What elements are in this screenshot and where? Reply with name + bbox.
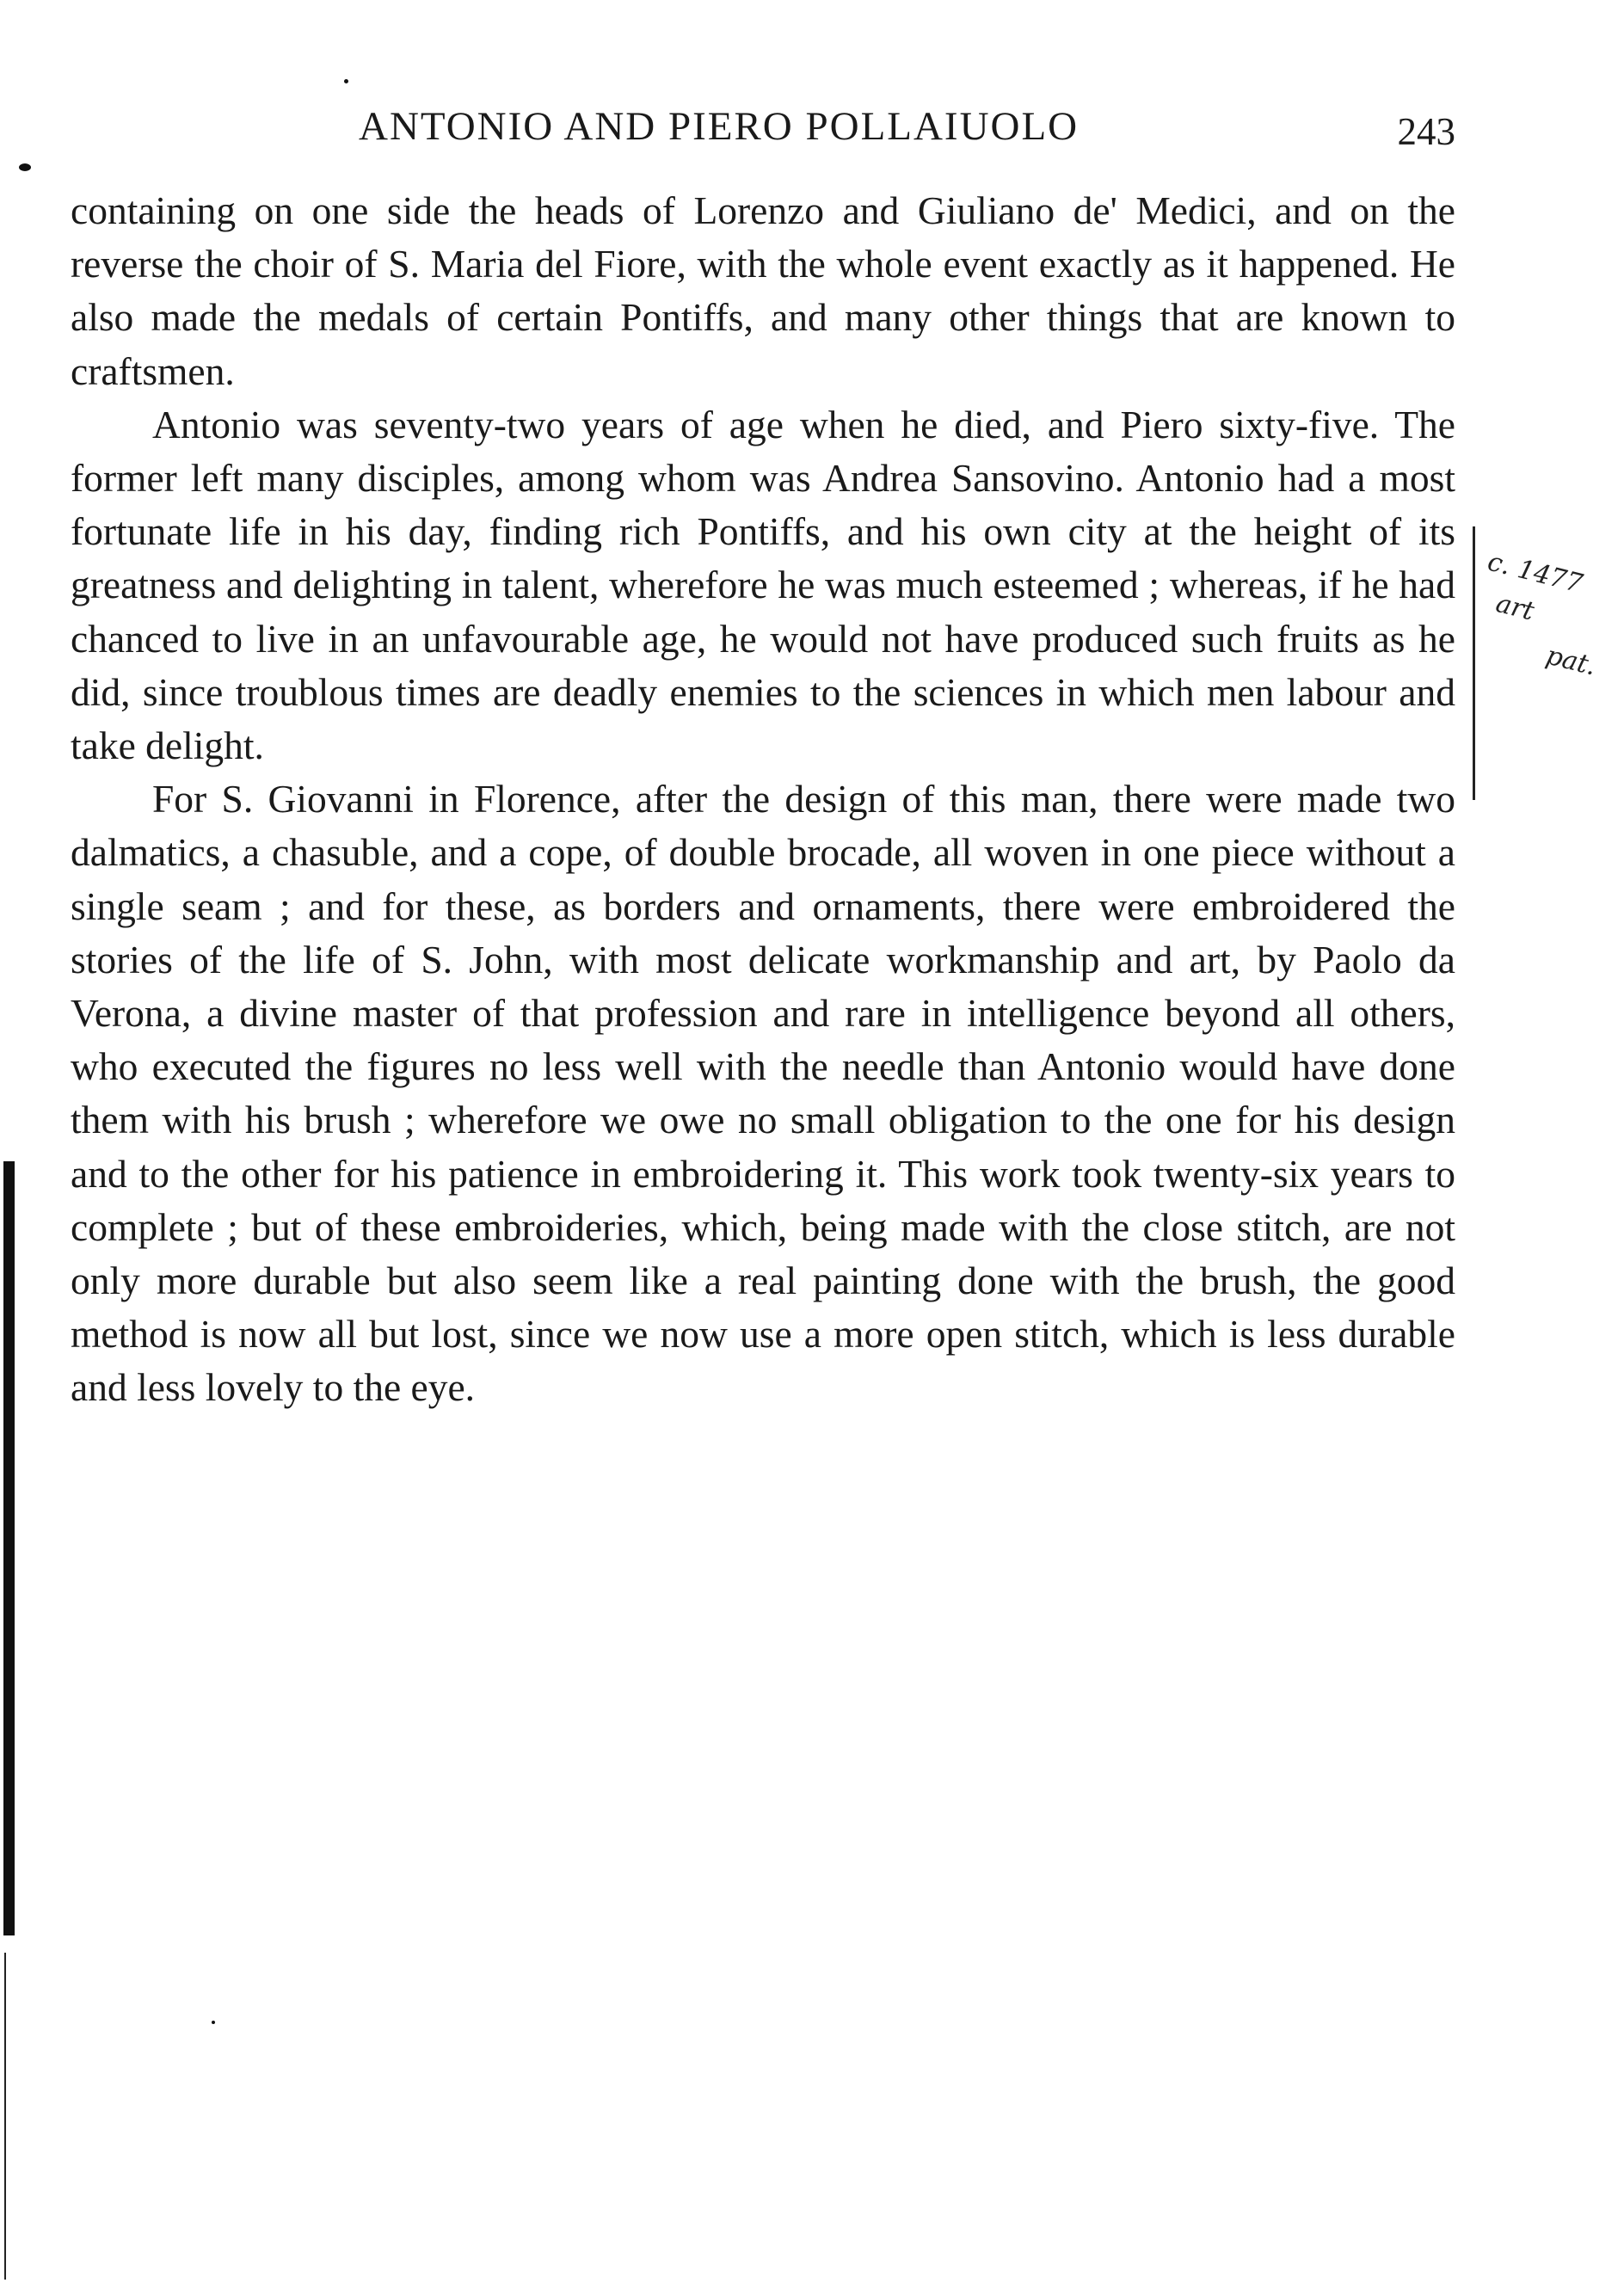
body-text [71,184,1455,1415]
paragraph-1: containing on one side the heads of Lorenzo and Giuliano de' Medici, and on the reverse the choir of S. Maria del Fiore, with the whole event exactly as it happened. He also made the medals of certain Pontiffs, and many other things that are known to craftsmen. [71,188,1455,393]
margin-note-line-2: art [1492,588,1538,627]
margin-note-line-1: c. 1477 [1484,546,1586,600]
paragraph-3: For S. Giovanni in Florence, after the design of this man, there were made two dalmatics, a chasuble, and a cope, of double brocade, all woven in one piece without a single seam ; and for these, as borders and ornaments, there were embroidered the stories of the life of S. John, with most delicate workmanship and art, by Paolo da Verona, a divine master of that profession and rare in intelligence beyond all others, who executed the figures no less well with the needle than Antonio would have done them with his brush ; wherefore we owe no small obligation to the one for his design and to the other for his patience in embroidering it. This work took twenty-six years to complete ; but of these embroideries, which, being made with the close stitch, are not only more durable but also seem like a real painting done with the brush, the good method is now all but lost, since we now use a more open stitch, which is less durable and less lovely to the eye. [71,777,1455,1410]
margin-note-line-3: pat. [1542,640,1600,682]
scan-binding-edge [0,1161,19,1935]
paragraph-2: Antonio was seventy-two years of age when he died, and Piero sixty-five. The former left many disciples, among whom was Andrea Sansovino. Antonio had a most fortunate life in his day, finding rich Pontiffs, and his own city at the height of its greatness and delighting in talent, wherefore he was much esteemed ; whereas, if he had chanced to live in an unfavourable age, he would not have produced such fruits as he did, since troublous times are deadly enemies to the sciences in which men labour and take delight. [71,402,1455,768]
scan-edge-line [4,1953,6,2280]
scan-speck [212,2021,215,2024]
running-title: ANTONIO AND PIERO POLLAIUOLO [359,104,1080,149]
scan-edge-shadow [3,1161,15,1935]
scan-speck [19,163,31,171]
handwritten-margin-note [1484,542,1624,688]
running-head [71,96,1455,157]
page-number: 243 [1397,110,1455,153]
margin-bracket [1461,526,1475,800]
scan-speck [344,79,348,83]
